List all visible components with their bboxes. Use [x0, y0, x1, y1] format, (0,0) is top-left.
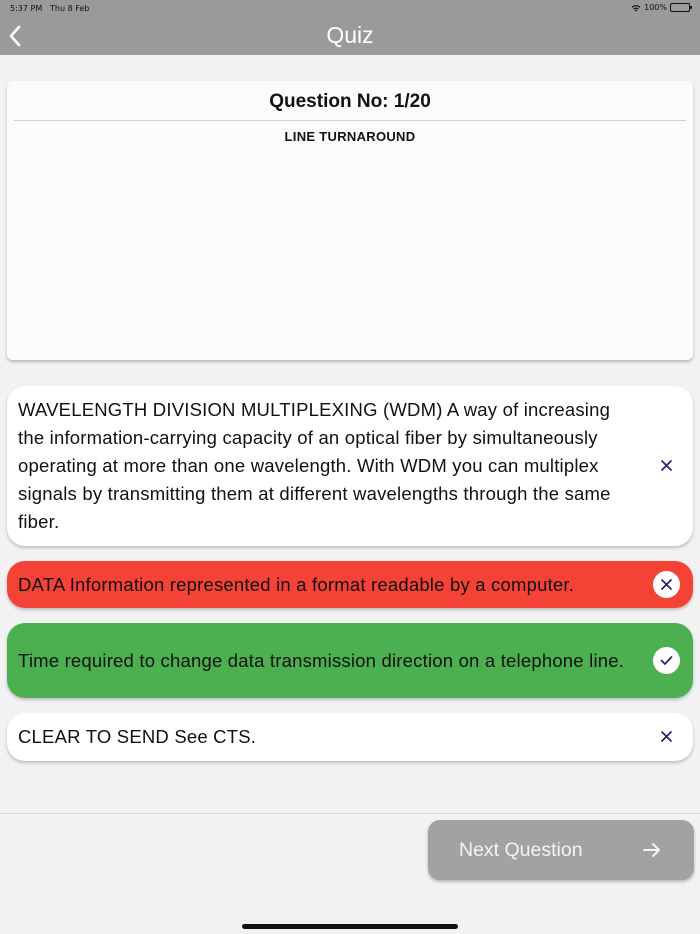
close-icon [661, 456, 672, 476]
status-date: Thu 8 Feb [50, 4, 90, 13]
home-indicator [242, 924, 458, 929]
question-number: Question No: 1/20 [269, 91, 431, 112]
answer-option-correct[interactable] [7, 623, 693, 698]
arrow-right-icon [642, 840, 662, 860]
answer-text: WAVELENGTH DIVISION MULTIPLEXING (WDM) A way of increasing the information-carrying capacity of an optical fiber by simultaneously operating at more than one wavelength. With WDM you can multiplex signals by transmitting them at different wavelengths through the same fiber. [18, 399, 611, 532]
battery-percent: 100% [644, 3, 667, 12]
status-right [631, 3, 690, 12]
close-icon [661, 727, 672, 747]
question-card [7, 81, 693, 360]
question-term: LINE TURNAROUND [284, 129, 416, 144]
answer-option-wrong[interactable] [7, 561, 693, 608]
navigation-bar [0, 0, 700, 55]
battery-icon [670, 3, 690, 12]
next-question-label: Next Question [459, 839, 583, 861]
answer-text: Time required to change data transmission direction on a telephone line. [18, 649, 625, 671]
close-icon [653, 571, 680, 598]
status-bar [0, 0, 700, 16]
check-icon [653, 647, 680, 674]
page-title: Quiz [326, 22, 374, 48]
answer-text: CLEAR TO SEND See CTS. [18, 726, 257, 747]
answer-option[interactable] [7, 713, 693, 761]
footer-divider [0, 813, 700, 814]
status-time: 5:37 PM [10, 4, 43, 13]
next-question-button[interactable] [428, 820, 694, 880]
answer-text: DATA Information represented in a format readable by a computer. [18, 573, 575, 595]
answer-option[interactable] [7, 386, 693, 546]
question-divider [14, 120, 686, 121]
wifi-icon [631, 4, 641, 12]
